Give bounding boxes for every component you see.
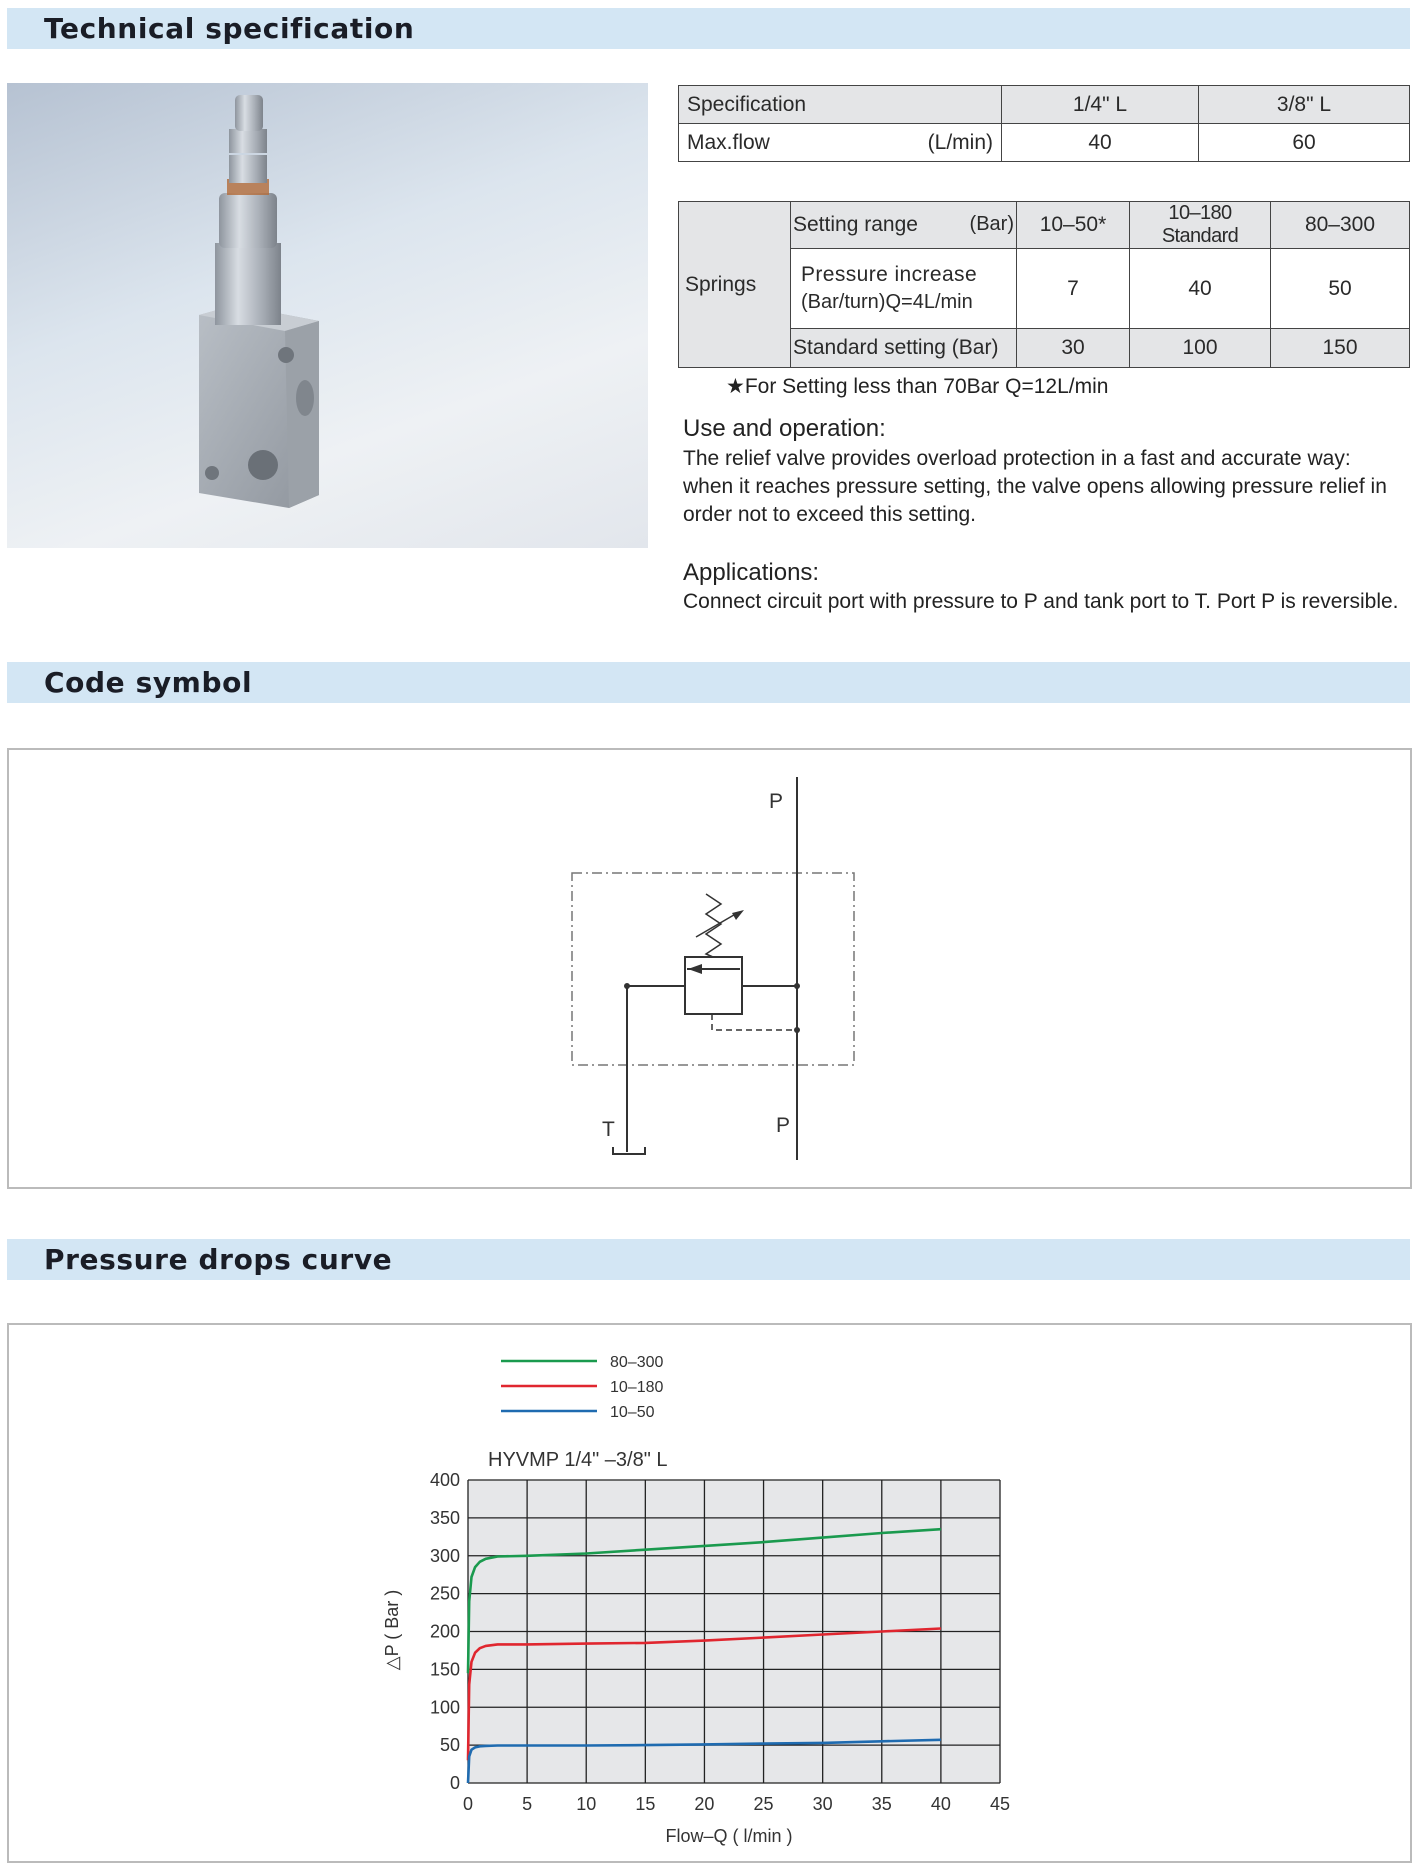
setting-range-2: 10–180 Standard — [1130, 202, 1271, 249]
section-title: Code symbol — [44, 666, 253, 699]
x-tick-label: 5 — [522, 1794, 533, 1814]
y-tick-label: 100 — [429, 1697, 460, 1718]
spring-icon — [706, 894, 721, 957]
x-tick-label: 40 — [930, 1794, 951, 1814]
standard-setting-label: Standard setting (Bar) — [791, 329, 1017, 368]
x-tick-label: 15 — [635, 1794, 656, 1814]
x-tick-labels — [463, 1794, 1010, 1814]
y-tick-label: 0 — [449, 1773, 460, 1793]
use-operation-text: The relief valve provides overload protection in a fast and accurate way: when it reaches pressure setting, the valve opens allowing pressure relief in order not to exceed this setting. — [683, 447, 1387, 526]
max-flow-unit: (L/min) — [927, 130, 993, 154]
legend-label: 80–300 — [610, 1354, 664, 1371]
port-t-label: T — [602, 1118, 615, 1141]
port-p-top-label: P — [769, 790, 784, 813]
legend-label: 10–180 — [610, 1379, 664, 1396]
adjustable-arrow — [696, 912, 739, 937]
chart-box — [7, 1323, 1412, 1863]
x-tick-label: 10 — [576, 1794, 597, 1814]
standard-setting-3: 150 — [1271, 329, 1410, 368]
y-axis-label: △P ( Bar ) — [382, 1589, 402, 1671]
setting-range-label: Setting range (Bar) — [791, 202, 1017, 249]
y-tick-label: 50 — [439, 1735, 460, 1756]
y-tick-label: 200 — [429, 1621, 460, 1642]
springs-label: Springs — [679, 202, 791, 368]
applications-text: Connect circuit port with pressure to P and tank port to T. Port P is reversible. — [683, 590, 1399, 613]
y-tick-label: 150 — [429, 1659, 460, 1680]
y-tick-label: 350 — [429, 1507, 460, 1528]
pilot-line — [712, 1014, 797, 1030]
junction-dot — [624, 983, 630, 989]
pressure-increase-1: 7 — [1017, 249, 1130, 329]
port-p-bottom-label: P — [776, 1114, 791, 1137]
legend-label: 10–50 — [610, 1404, 655, 1421]
x-tick-label: 25 — [753, 1794, 774, 1814]
section-header-code-symbol — [7, 662, 1410, 703]
valve-body — [685, 957, 742, 1014]
x-tick-label: 20 — [694, 1794, 715, 1814]
max-flow-col1: 40 — [1002, 124, 1199, 162]
junction-dot — [794, 1027, 800, 1033]
pressure-increase-3: 50 — [1271, 249, 1410, 329]
section-title: Pressure drops curve — [44, 1243, 393, 1276]
applications-heading: Applications: — [683, 559, 820, 586]
flow-arrow-head — [688, 964, 702, 974]
x-tick-label: 45 — [989, 1794, 1011, 1814]
spec-header-label: Specification — [679, 86, 1002, 124]
spec-header-col2: 3/8" L — [1199, 86, 1410, 124]
chart-title: HYVMP 1/4" –3/8" L — [488, 1449, 668, 1471]
standard-setting-1: 30 — [1017, 329, 1130, 368]
standard-setting-2: 100 — [1130, 329, 1271, 368]
pressure-increase-2: 40 — [1130, 249, 1271, 329]
section-header-pressure-drops — [7, 1239, 1410, 1280]
pressure-increase-label: Pressure increase (Bar/turn)Q=4L/min — [791, 249, 1017, 329]
max-flow-col2: 60 — [1199, 124, 1410, 162]
y-tick-labels — [430, 1470, 460, 1793]
x-tick-label: 35 — [871, 1794, 892, 1814]
max-flow-label: Max.flow (L/min) — [679, 124, 1002, 162]
x-tick-label: 30 — [812, 1794, 833, 1814]
section-title: Technical specification — [44, 12, 415, 45]
y-tick-label: 400 — [429, 1470, 460, 1490]
spec-header-col1: 1/4" L — [1002, 86, 1199, 124]
junction-dot — [794, 983, 800, 989]
tank-symbol — [613, 1147, 645, 1154]
y-tick-label: 250 — [429, 1583, 460, 1604]
y-tick-label: 300 — [429, 1545, 460, 1566]
setting-range-3: 80–300 — [1271, 202, 1410, 249]
code-symbol-box — [7, 748, 1412, 1189]
footnote: ★For Setting less than 70Bar Q=12L/min — [726, 375, 1109, 398]
chart-legend — [501, 1354, 663, 1421]
setting-range-1: 10–50* — [1017, 202, 1130, 249]
use-operation-heading: Use and operation: — [683, 415, 886, 442]
x-axis-label: Flow–Q ( l/min ) — [665, 1826, 793, 1846]
x-tick-label: 0 — [462, 1794, 474, 1814]
